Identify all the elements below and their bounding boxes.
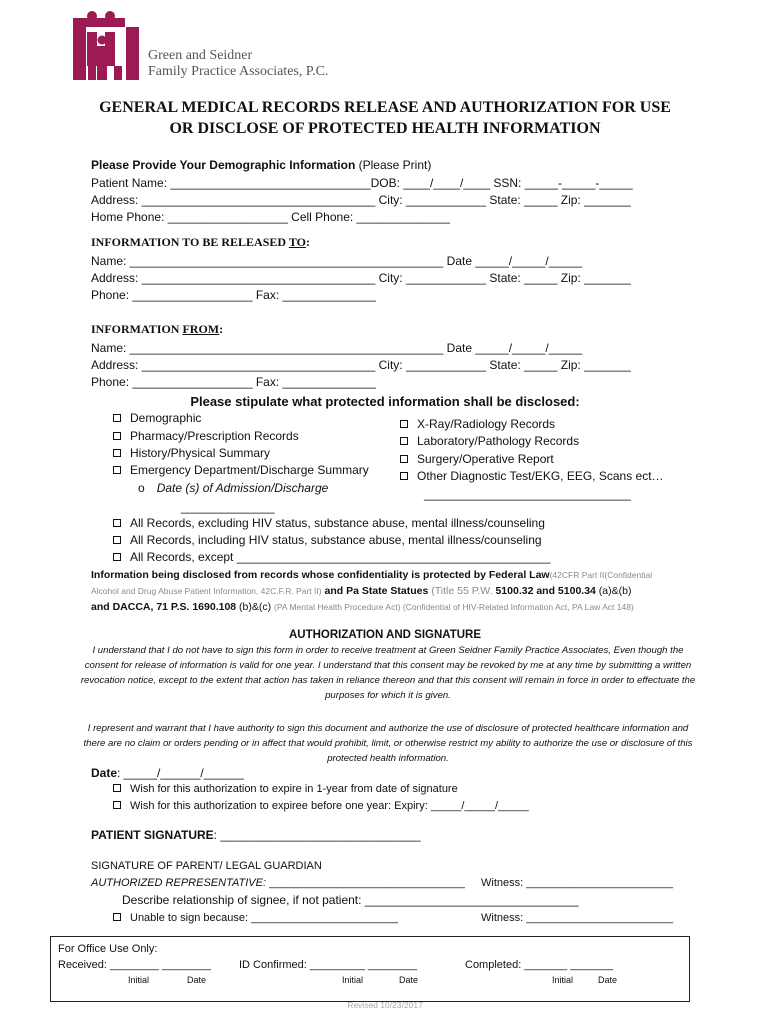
checkbox[interactable]	[113, 414, 121, 422]
option-expire-before-year[interactable]: Wish for this authorization to expiree before one year: Expiry: _____/_____/_____	[113, 799, 529, 813]
released-to-heading: INFORMATION TO BE RELEASED TO:	[91, 235, 310, 249]
option-admission-dates[interactable]: o Date (s) of Admission/Discharge	[138, 481, 329, 495]
relationship-field[interactable]: Describe relationship of signee, if not patient: ________________________________	[122, 893, 579, 907]
checkbox[interactable]	[113, 784, 121, 792]
option-demographic[interactable]: Demographic	[113, 411, 201, 426]
patient-name-field[interactable]: Patient Name: ______________________________DOB: ____/____/____ SSN: _____-_____-_____	[91, 176, 633, 190]
witness-field-2[interactable]: Witness: ________________________	[481, 912, 674, 924]
source-name-field[interactable]: Name: _______________________________________________ Date _____/_____/_____	[91, 341, 583, 355]
parent-guardian-label: SIGNATURE OF PARENT/ LEGAL GUARDIAN	[91, 860, 322, 872]
patient-signature-field[interactable]: PATIENT SIGNATURE: ______________________________	[91, 828, 421, 842]
completed-initial-label: Initial	[552, 975, 574, 985]
option-history[interactable]: History/Physical Summary	[113, 446, 270, 461]
bullet: o	[138, 481, 145, 495]
other-diagnostic-field[interactable]: _______________________________	[424, 487, 631, 501]
checkbox[interactable]	[400, 437, 408, 445]
authorization-heading: AUTHORIZATION AND SIGNATURE	[288, 629, 482, 641]
option-surgery[interactable]: Surgery/Operative Report	[400, 452, 554, 467]
legal-line3: and DACCA, 71 P.S. 1690.108 (b)&(c) (PA Mental Health Procedure Act) (Confidential of HIV-Related Information Act, PA Law Act 148)	[91, 601, 634, 613]
authorization-date-field[interactable]: Date: _____/______/______	[91, 766, 244, 780]
authorization-paragraph-2: I represent and warrant that I have authority to sign this document and authorize the use of disclosure of protected healthcare information and there are no claim or orders pending or in affect that would prohibit, limit, or otherwise restrict my ability to authorize the use or disclosure of this protected health information.	[83, 723, 693, 764]
option-all-including[interactable]: All Records, including HIV status, substance abuse, mental illness/counseling	[113, 533, 542, 548]
logo-practice-subtitle: Family Practice Associates, P.C.	[148, 64, 329, 79]
option-laboratory[interactable]: Laboratory/Pathology Records	[400, 434, 579, 449]
option-emergency[interactable]: Emergency Department/Discharge Summary	[113, 463, 369, 478]
legal-line1: Information being disclosed from records whose confidentiality is protected by Federal Law(42CFR Part II(Confidential	[91, 569, 653, 581]
option-expire-one-year[interactable]: Wish for this authorization to expire in 1-year from date of signature	[113, 782, 458, 796]
witness-field-1[interactable]: Witness: ________________________	[481, 877, 674, 889]
patient-phone-field[interactable]: Home Phone: __________________ Cell Phone: ______________	[91, 210, 450, 224]
authorized-representative-field[interactable]: AUTHORIZED REPRESENTATIVE: ________________________________	[91, 877, 465, 889]
checkbox[interactable]	[113, 553, 121, 561]
id-date-label: Date	[399, 975, 419, 985]
checkbox[interactable]	[400, 472, 408, 480]
patient-address-field[interactable]: Address: ___________________________________ City: ____________ State: _____ Zip: _______	[91, 193, 631, 207]
stipulate-heading: Please stipulate what protected information shall be disclosed:	[190, 394, 580, 409]
checkbox[interactable]	[113, 536, 121, 544]
checkbox[interactable]	[113, 913, 121, 921]
revised-date: Revised 10/23/2017	[347, 1000, 423, 1010]
source-address-field[interactable]: Address: ___________________________________ City: ____________ State: _____ Zip: _______	[91, 358, 631, 372]
option-all-excluding[interactable]: All Records, excluding HIV status, substance abuse, mental illness/counseling	[113, 516, 545, 531]
from-heading: INFORMATION FROM:	[91, 322, 224, 336]
checkbox[interactable]	[113, 466, 121, 474]
admission-dates-field[interactable]: ______________	[181, 500, 275, 514]
option-xray[interactable]: X-Ray/Radiology Records	[400, 417, 555, 432]
authorization-paragraph-1: I understand that I do not have to sign this form in order to receive treatment at Green Seidner Family Practice Associates, Even though the consent for release of information is valid for one year. I understand that this consent may be revoked by me at any time by submitting a written revocation notice, except to the extent that action has taken in reliance thereon and that this consent will remain in force in order to effectuate the purposes for which it is given.	[80, 645, 696, 701]
source-phone-field[interactable]: Phone: __________________ Fax: ______________	[91, 375, 376, 389]
id-confirmed-field[interactable]: ID Confirmed: _________ ________	[239, 959, 417, 971]
recipient-address-field[interactable]: Address: ___________________________________ City: ____________ State: _____ Zip: _______	[91, 271, 631, 285]
checkbox[interactable]	[113, 449, 121, 457]
demographic-heading: Please Provide Your Demographic Information (Please Print)	[91, 158, 432, 172]
legal-line2: Alcohol and Drug Abuse Patient Information, 42C.F.R. Part II) and Pa State Statues (Title 55 P.W. 5100.32 and 5100.34 (a)&(b)	[91, 585, 632, 597]
recipient-phone-field[interactable]: Phone: __________________ Fax: ______________	[91, 288, 376, 302]
form-title-line2: OR DISCLOSE OF PROTECTED HEALTH INFORMATION	[169, 120, 601, 137]
option-unable-to-sign[interactable]: Unable to sign because: ________________________	[113, 911, 398, 925]
checkbox[interactable]	[113, 801, 121, 809]
checkbox[interactable]	[400, 455, 408, 463]
form-title-line1: GENERAL MEDICAL RECORDS RELEASE AND AUTHORIZATION FOR USE	[99, 99, 671, 116]
recipient-name-field[interactable]: Name: _______________________________________________ Date _____/_____/_____	[91, 254, 583, 268]
option-all-except[interactable]: All Records, except _______________________________________________	[113, 550, 550, 565]
logo	[70, 10, 145, 82]
completed-date-label: Date	[598, 975, 618, 985]
office-use-title: For Office Use Only:	[58, 943, 158, 955]
option-pharmacy[interactable]: Pharmacy/Prescription Records	[113, 429, 299, 444]
family-logo-icon	[70, 10, 145, 82]
completed-field[interactable]: Completed: _______ _______	[465, 959, 614, 971]
checkbox[interactable]	[400, 420, 408, 428]
received-initial-label: Initial	[128, 975, 150, 985]
checkbox[interactable]	[113, 519, 121, 527]
id-initial-label: Initial	[342, 975, 364, 985]
option-other-diagnostic[interactable]: Other Diagnostic Test/EKG, EEG, Scans ect…	[400, 469, 664, 484]
received-field[interactable]: Received: ________ ________	[58, 959, 211, 971]
checkbox[interactable]	[113, 432, 121, 440]
logo-practice-name: Green and Seidner	[148, 48, 253, 63]
received-date-label: Date	[187, 975, 207, 985]
